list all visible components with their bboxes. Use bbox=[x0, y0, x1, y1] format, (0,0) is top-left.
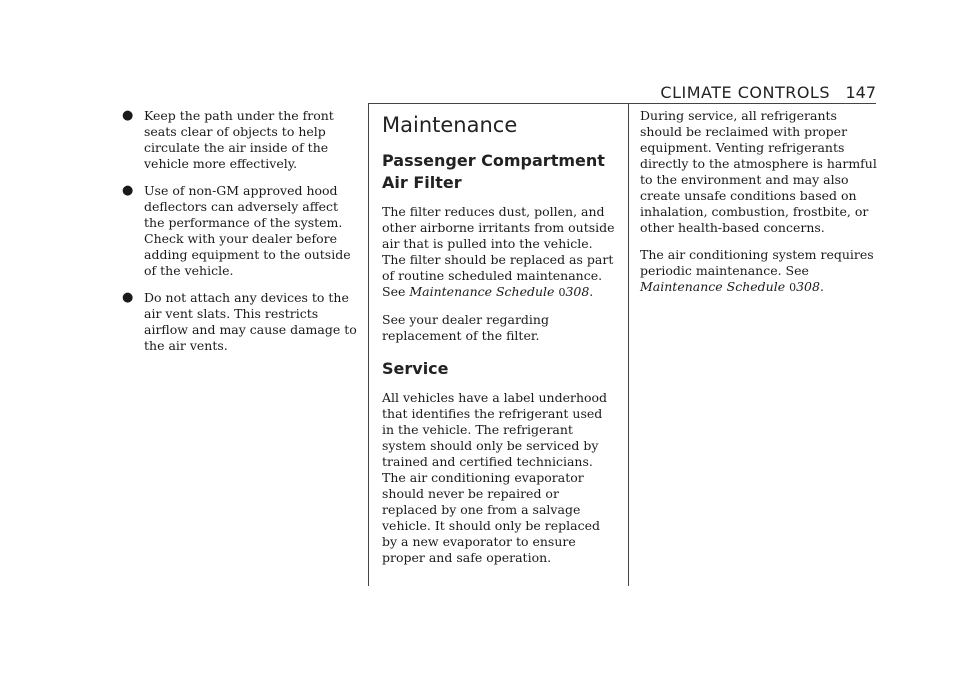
bullet-text: Use of non-GM approved hood deflectors can adversely affect the performance of the system. Check with your dealer before adding equipment to the outside of the vehicle. bbox=[144, 183, 351, 278]
maintenance-schedule-link[interactable]: Maintenance Schedule bbox=[409, 284, 555, 299]
list-item bbox=[120, 108, 360, 172]
section-heading-maintenance: Maintenance bbox=[382, 113, 518, 137]
page-ref-number[interactable]: 308 bbox=[796, 279, 820, 294]
column-1 bbox=[120, 108, 360, 365]
bullet-icon: ● bbox=[122, 183, 134, 198]
paragraph: See your dealer regarding replacement of the filter. bbox=[382, 312, 549, 343]
bullet-icon: ● bbox=[122, 290, 134, 305]
paragraph bbox=[382, 204, 618, 301]
maintenance-schedule-link[interactable]: Maintenance Schedule bbox=[640, 279, 786, 294]
page-ref-arrow-icon: 0 bbox=[558, 286, 566, 299]
bullet-list bbox=[120, 108, 360, 354]
paragraph bbox=[640, 247, 880, 296]
paragraph: During service, all refrigerants should be reclaimed with proper equipment. Venting refrigerants directly to the atmosphere is harmful to the environment and may also create unsafe conditions based on inhalation, combustion, frostbite, or other health-based concerns. bbox=[640, 108, 877, 235]
paragraph: All vehicles have a label underhood that identifies the refrigerant used in the vehicle. The refrigerant system should only be serviced by trained and certified technicians. The air conditioning evaporator should never be repaired or replaced by one from a salvage vehicle. It should only be replaced by a new evaporator to ensure proper and safe operation. bbox=[382, 390, 608, 565]
page-header bbox=[0, 0, 960, 110]
page-number: 147 bbox=[845, 83, 876, 102]
column-divider-left bbox=[368, 103, 369, 586]
bullet-text: Do not attach any devices to the air vent slats. This restricts airflow and may cause damage to the air vents. bbox=[144, 290, 357, 353]
bullet-text: Keep the path under the front seats clear of objects to help circulate the air inside of the vehicle more effectively. bbox=[144, 108, 334, 171]
list-item bbox=[120, 290, 360, 354]
paragraph-text: The filter reduces dust, pollen, and other airborne irritants from outside air that is pulled into the vehicle. The filter should be replaced as part of routine scheduled maintenance. See bbox=[382, 204, 615, 299]
column-divider-right bbox=[628, 103, 629, 586]
page-ref-arrow-icon: 0 bbox=[789, 281, 797, 294]
paragraph-text: The air conditioning system requires periodic maintenance. See bbox=[640, 247, 874, 278]
column-2 bbox=[382, 108, 618, 577]
page-ref-number[interactable]: 308 bbox=[565, 284, 590, 299]
list-item bbox=[120, 183, 360, 279]
period: . bbox=[589, 284, 594, 299]
subheading-service: Service bbox=[382, 359, 449, 378]
period: . bbox=[819, 279, 824, 294]
header-rule bbox=[368, 103, 876, 104]
column-3 bbox=[640, 108, 880, 307]
bullet-icon: ● bbox=[122, 108, 134, 123]
section-title: CLIMATE CONTROLS bbox=[660, 83, 830, 102]
subheading-air-filter: Passenger Compartment Air Filter bbox=[382, 151, 605, 192]
